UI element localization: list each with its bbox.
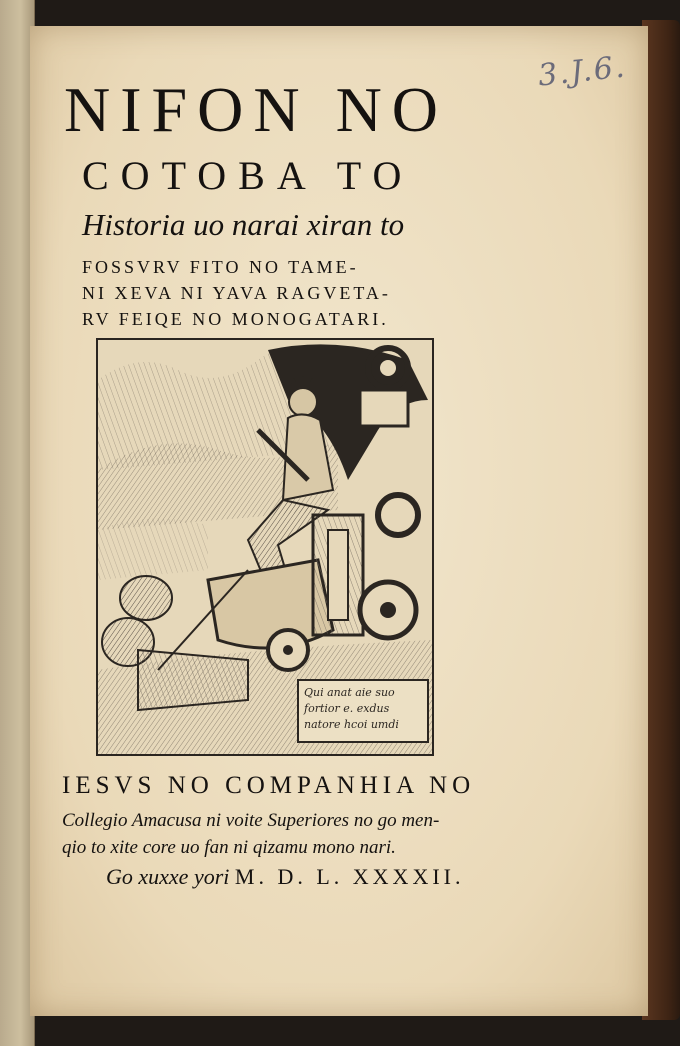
imprint-line-4 bbox=[106, 864, 526, 890]
motto-line-2: fortior e. exdus bbox=[304, 702, 390, 715]
motto-line-1: Qui anat aie suo bbox=[304, 686, 395, 699]
title-page bbox=[30, 26, 648, 1016]
motto-line-3: natore hcoi umdi bbox=[304, 718, 399, 731]
title-line-3: Historia uo narai xiran to bbox=[82, 207, 405, 242]
shelfmark-annotation: 3.J.6. bbox=[536, 49, 629, 94]
imprint-line-2: Collegio Amacusa ni voite Superiores no go men- bbox=[62, 810, 440, 831]
imprint-date: M. D. L. XXXXII. bbox=[234, 864, 465, 889]
subtitle-line-3: RV FEIQE NO MONOGATARI. bbox=[82, 309, 389, 329]
imprint-line-3: qio to xite core uo fan ni qizamu mono nari. bbox=[62, 837, 396, 858]
subtitle-line-2: NI XEVA NI YAVA RAGVETA- bbox=[82, 283, 391, 303]
chariot-engraving-image bbox=[98, 340, 432, 754]
subtitle-line-1: FOSSVRV FITO NO TAME- bbox=[82, 257, 359, 277]
title-line-1: NIFON NO bbox=[64, 74, 448, 145]
title-line-2: COTOBA TO bbox=[82, 153, 414, 198]
imprint-date-prefix: Go xuxxe yori bbox=[106, 864, 230, 889]
imprint-line-1: IESVS NO COMPANHIA NO bbox=[62, 772, 476, 799]
woodcut-illustration bbox=[96, 338, 434, 756]
